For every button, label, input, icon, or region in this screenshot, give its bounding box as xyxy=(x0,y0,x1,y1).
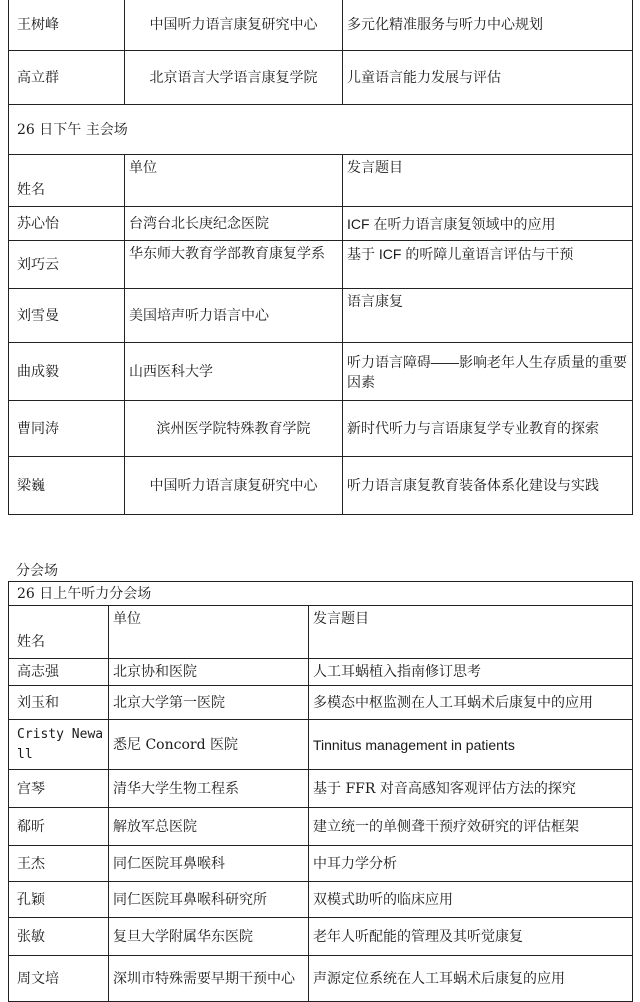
speaker-name: 王树峰 xyxy=(9,0,125,51)
header-name: 姓名 xyxy=(9,606,109,659)
speaker-topic: 新时代听力与言语康复学专业教育的探索 xyxy=(343,401,633,457)
table-row xyxy=(9,956,633,1002)
header-unit: 单位 xyxy=(125,155,343,207)
table-row xyxy=(9,918,633,956)
speaker-name: 郗昕 xyxy=(9,808,109,846)
header-row xyxy=(9,155,633,207)
table-row xyxy=(9,846,633,882)
speaker-name: 高志强 xyxy=(9,659,109,686)
header-name: 姓名 xyxy=(9,155,125,207)
table-row xyxy=(9,770,633,808)
speaker-topic: 建立统一的单侧聋干预疗效研究的评估框架 xyxy=(309,808,633,846)
speaker-name: 刘玉和 xyxy=(9,686,109,720)
table-row xyxy=(9,808,633,846)
speaker-topic: 基于 FFR 对音高感知客观评估方法的探究 xyxy=(309,770,633,808)
table-row xyxy=(9,343,633,401)
table-row xyxy=(9,207,633,241)
speaker-name: 苏心怡 xyxy=(9,207,125,241)
speaker-name: 张敏 xyxy=(9,918,109,956)
speaker-name: 梁巍 xyxy=(9,457,125,515)
header-unit: 单位 xyxy=(109,606,309,659)
header-topic: 发言题目 xyxy=(343,155,633,207)
speaker-topic: 儿童语言能力发展与评估 xyxy=(343,51,633,105)
section-title: 26 日下午 主会场 xyxy=(9,105,633,155)
speaker-topic: Tinnitus management in patients xyxy=(309,720,633,770)
speaker-name: Cristy Newall xyxy=(9,720,109,770)
speaker-unit: 北京大学第一医院 xyxy=(109,686,309,720)
speaker-topic: 人工耳蜗植入指南修订思考 xyxy=(309,659,633,686)
header-row xyxy=(9,606,633,659)
table-row xyxy=(9,457,633,515)
speaker-name: 曹同涛 xyxy=(9,401,125,457)
speaker-name: 曲成毅 xyxy=(9,343,125,401)
speaker-unit: 滨州医学院特殊教育学院 xyxy=(125,401,343,457)
speaker-unit: 华东师大教育学部教育康复学系 xyxy=(125,241,343,289)
speaker-unit: 山西医科大学 xyxy=(125,343,343,401)
speaker-unit: 解放军总医院 xyxy=(109,808,309,846)
speaker-unit: 清华大学生物工程系 xyxy=(109,770,309,808)
speaker-name: 高立群 xyxy=(9,51,125,105)
speaker-topic: 多元化精准服务与听力中心规划 xyxy=(343,0,633,51)
speaker-unit: 北京协和医院 xyxy=(109,659,309,686)
speaker-unit: 同仁医院耳鼻喉科研究所 xyxy=(109,882,309,918)
speaker-name: 孔颖 xyxy=(9,882,109,918)
speaker-topic: 老年人听配能的管理及其听觉康复 xyxy=(309,918,633,956)
table-row xyxy=(9,289,633,343)
table-row xyxy=(9,659,633,686)
table-row xyxy=(9,882,633,918)
speaker-topic: 多模态中枢监测在人工耳蜗术后康复中的应用 xyxy=(309,686,633,720)
section-title-row xyxy=(9,582,633,606)
sub-session-table xyxy=(8,581,633,1002)
speaker-name: 刘巧云 xyxy=(9,241,125,289)
speaker-name: 刘雪曼 xyxy=(9,289,125,343)
speaker-topic: 声源定位系统在人工耳蜗术后康复的应用 xyxy=(309,956,633,1002)
speaker-unit: 复旦大学附属华东医院 xyxy=(109,918,309,956)
speaker-topic: 语言康复 xyxy=(343,289,633,343)
speaker-unit: 北京语言大学语言康复学院 xyxy=(125,51,343,105)
section-title-row xyxy=(9,105,633,155)
speaker-unit: 台湾台北长庚纪念医院 xyxy=(125,207,343,241)
speaker-topic: 听力语言障碍——影响老年人生存质量的重要因素 xyxy=(343,343,633,401)
section-title: 26 日上午听力分会场 xyxy=(9,582,633,606)
speaker-topic: 基于 ICF 的听障儿童语言评估与干预 xyxy=(343,241,633,289)
speaker-unit: 中国听力语言康复研究中心 xyxy=(125,457,343,515)
sub-session-heading: 分会场 xyxy=(16,563,58,579)
speaker-unit: 中国听力语言康复研究中心 xyxy=(125,0,343,51)
speaker-unit: 同仁医院耳鼻喉科 xyxy=(109,846,309,882)
table-row xyxy=(9,720,633,770)
header-topic: 发言题目 xyxy=(309,606,633,659)
speaker-topic: 中耳力学分析 xyxy=(309,846,633,882)
main-session-table xyxy=(8,0,633,515)
speaker-unit: 悉尼 Concord 医院 xyxy=(109,720,309,770)
speaker-name: 宫琴 xyxy=(9,770,109,808)
table-row xyxy=(9,401,633,457)
table-row xyxy=(9,51,633,105)
speaker-topic: 听力语言康复教育装备体系化建设与实践 xyxy=(343,457,633,515)
speaker-topic: ICF 在听力语言康复领域中的应用 xyxy=(343,207,633,241)
table-row xyxy=(9,241,633,289)
speaker-name: 周文培 xyxy=(9,956,109,1002)
speaker-name: 王杰 xyxy=(9,846,109,882)
table-row xyxy=(9,686,633,720)
speaker-unit: 深圳市特殊需要早期干预中心 xyxy=(109,956,309,1002)
table-row xyxy=(9,0,633,51)
speaker-unit: 美国培声听力语言中心 xyxy=(125,289,343,343)
speaker-topic: 双模式助听的临床应用 xyxy=(309,882,633,918)
